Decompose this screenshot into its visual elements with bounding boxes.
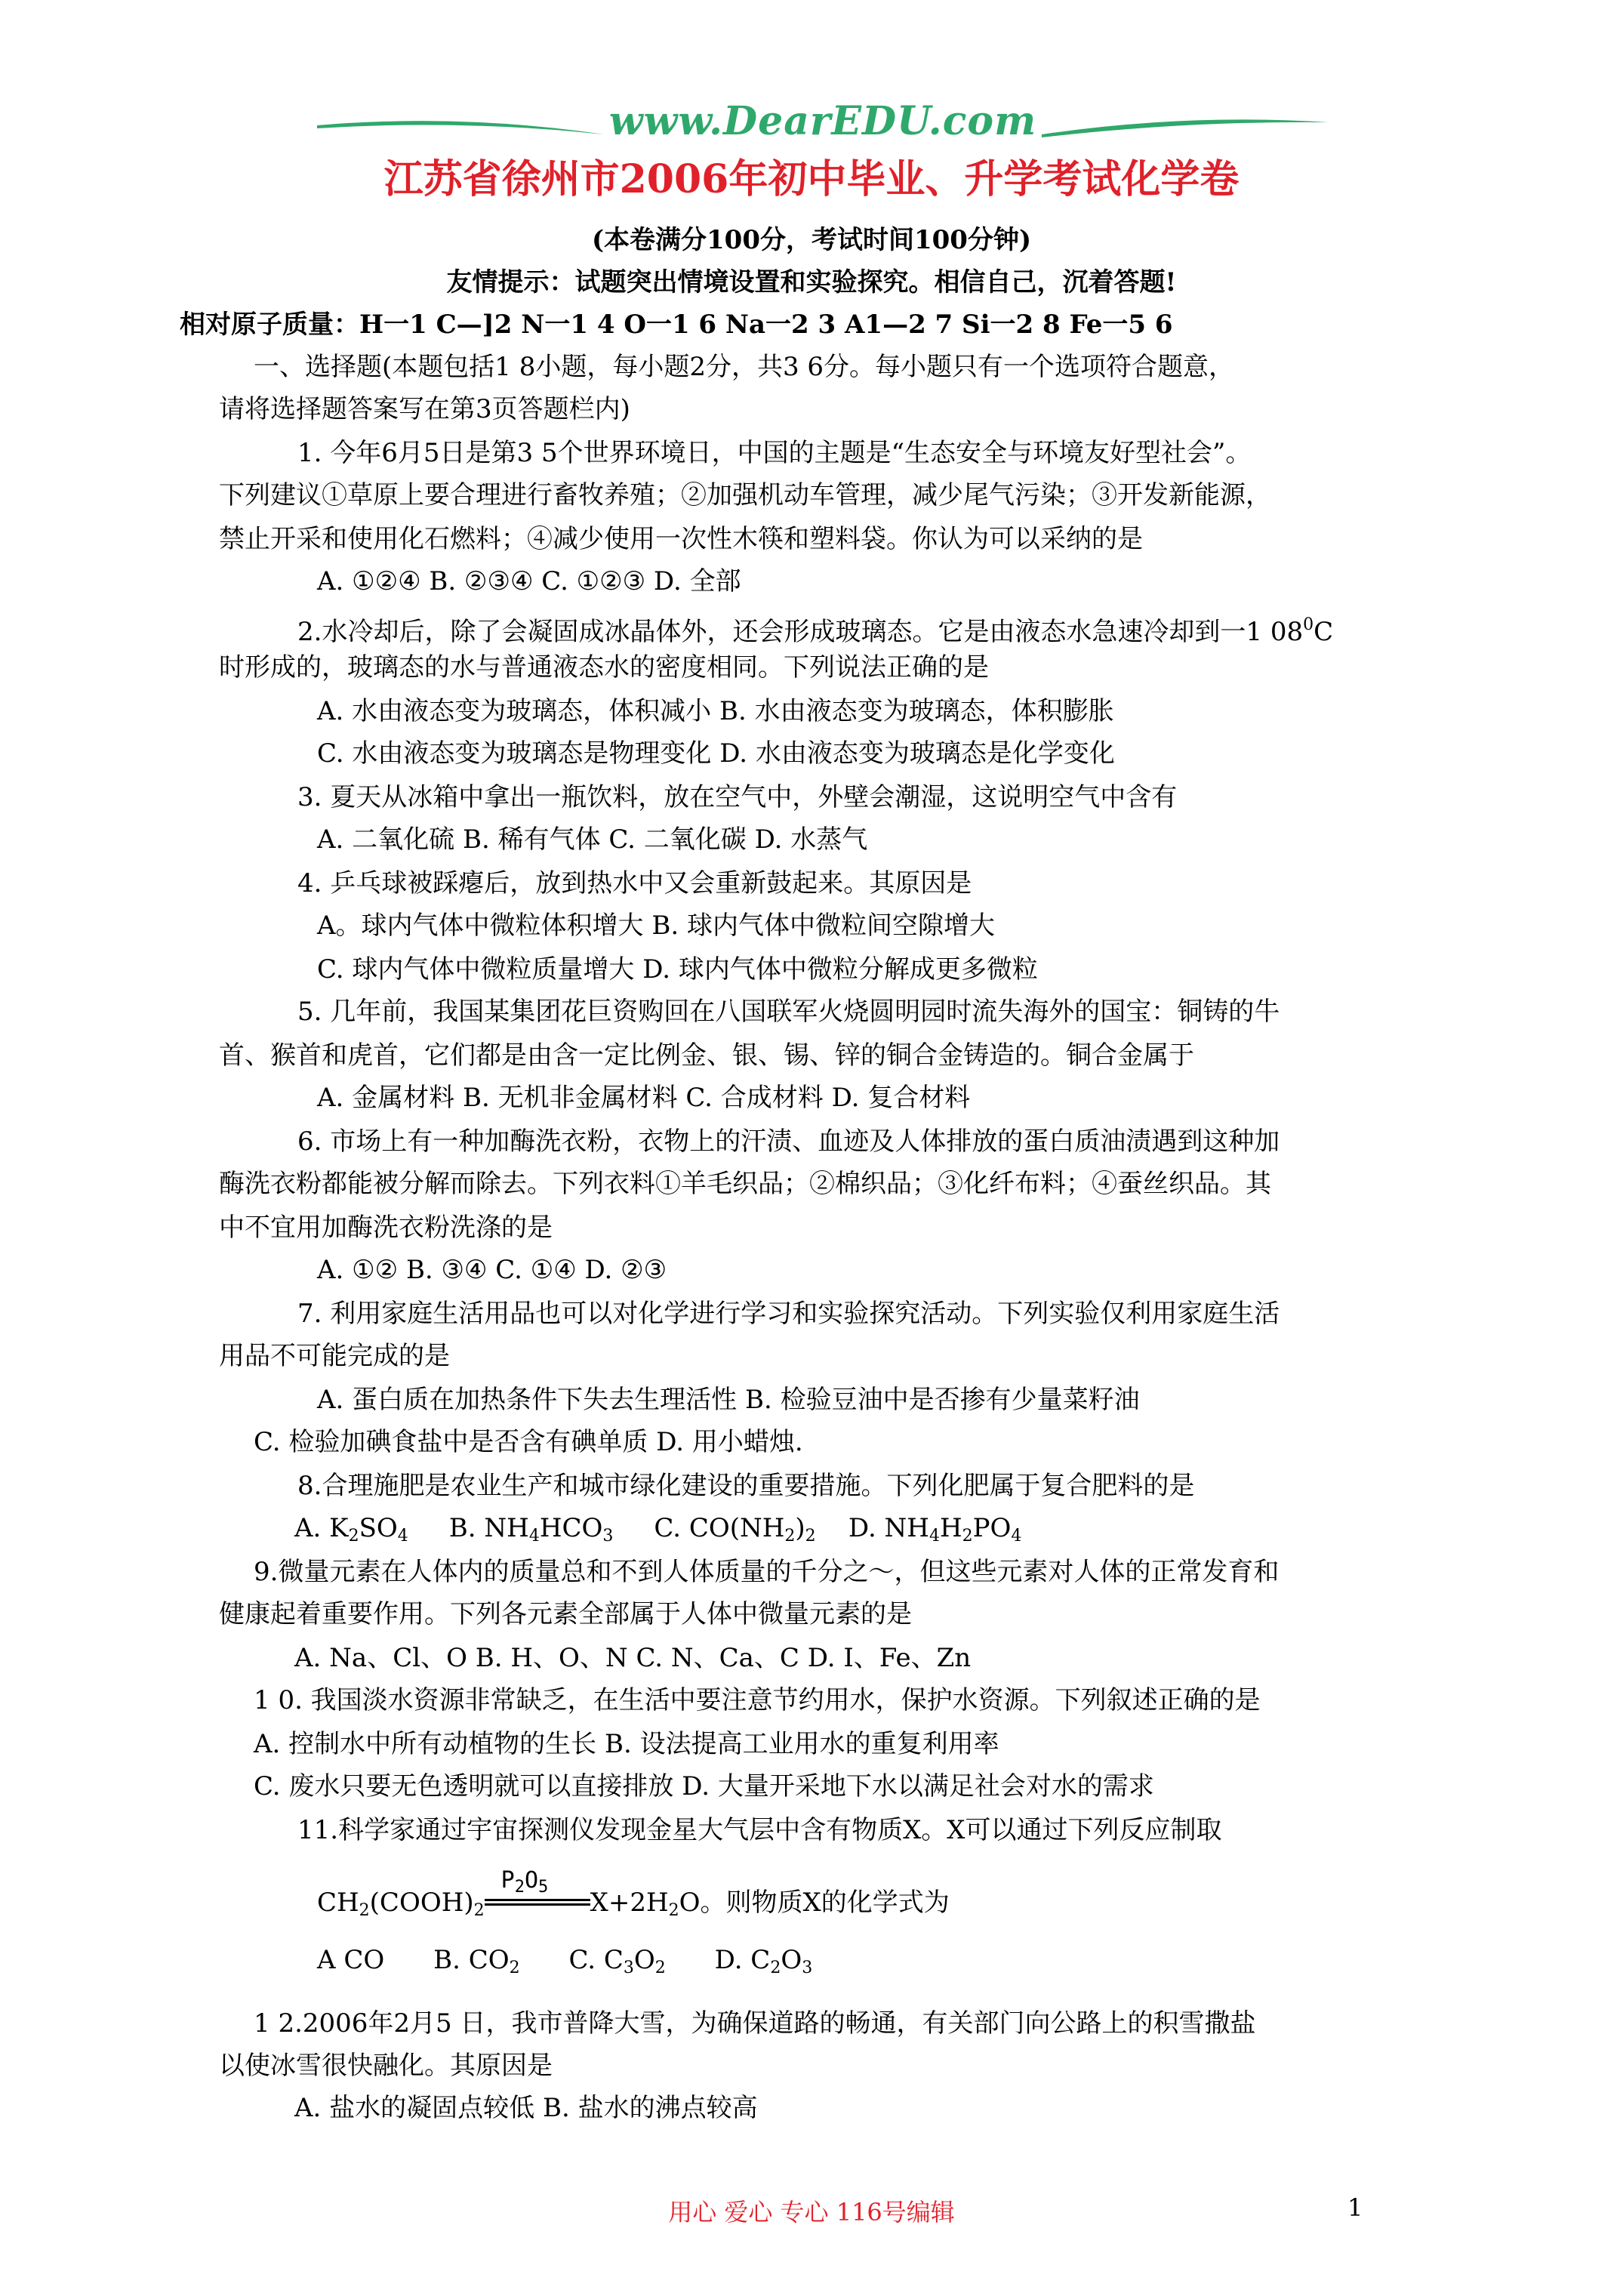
- q11-equation: $CH_2(COOH)_2$ $P_2O_5$ $X+2H_2O$。则物质X的化学式为: [317, 1867, 950, 1920]
- atomic-mass-line: 相对原子质量：H一1 C—]2 N一1 4 O一1 6 Na一2 3 A1—2 7 Si一2 8 Fe一5 6: [180, 310, 1173, 340]
- q9-options: A. Na、Cl、O B. H、O、N C. N、Ca、C D. I、Fe、Zn: [294, 1643, 972, 1673]
- q5-options: A. 金属材料 B. 无机非金属材料 C. 合成材料 D. 复合材料: [317, 1083, 971, 1113]
- q10-options-2: C. 废水只要无色透明就可以直接排放 D. 大量开采地下水以满足社会对水的需求: [254, 1771, 1154, 1801]
- q1-line-3: 禁止开采和使用化石燃料；④减少使用一次性木筷和塑料袋。你认为可以采纳的是: [219, 524, 1143, 554]
- q7-line-1: 7. 利用家庭生活用品也可以对化学进行学习和实验探究活动。下列实验仅利用家庭生活: [297, 1299, 1280, 1329]
- q3-line: 3. 夏天从冰箱中拿出一瓶饮料，放在空气中，外壁会潮湿，这说明空气中含有: [297, 782, 1178, 812]
- q8-line: 8.合理施肥是农业生产和城市绿化建设的重要措施。下列化肥属于复合肥料的是: [297, 1471, 1195, 1501]
- friendly-tip: 友情提示：试题突出情境设置和实验探究。相信自己，沉着答题!: [446, 267, 1177, 297]
- q7-options-1: A. 蛋白质在加热条件下失去生理活性 B. 检验豆油中是否掺有少量菜籽油: [317, 1385, 1140, 1415]
- q11-options: A CO B. $CO_2$ C. $C_3O_2$ D. $C_2O_3$: [317, 1945, 813, 1977]
- q7-options-2: C. 检验加碘食盐中是否含有碘单质 D. 用小蜡烛.: [254, 1427, 803, 1457]
- q6-options: A. ①② B. ③④ C. ①④ D. ②③: [317, 1255, 667, 1285]
- q11-line: 11.科学家通过宇宙探测仪发现金星大气层中含有物质X。X可以通过下列反应制取: [297, 1815, 1222, 1845]
- q2-line-2: 时形成的，玻璃态的水与普通液态水的密度相同。下列说法正确的是: [219, 652, 989, 683]
- q12-line-1: 1 2.2006年2月5 日，我市普降大雪，为确保道路的畅通，有关部门向公路上的积雪撒盐: [254, 2008, 1256, 2039]
- q1-line-2: 下列建议①草原上要合理进行畜牧养殖；②加强机动车管理，减少尾气污染；③开发新能源，: [219, 480, 1271, 510]
- reaction-arrow: [485, 1867, 590, 1915]
- q6-line-1: 6. 市场上有一种加酶洗衣粉，衣物上的汗渍、血迹及人体排放的蛋白质油渍遇到这种加: [297, 1126, 1280, 1157]
- q6-line-2: 酶洗衣粉都能被分解而除去。下列衣料①羊毛织品；②棉织品；③化纤布料；④蚕丝织品。其: [219, 1169, 1271, 1199]
- q4-options-2: C. 球内气体中微粒质量增大 D. 球内气体中微粒分解成更多微粒: [317, 954, 1038, 985]
- footer-text: 用心 爱心 专心 116号编辑: [668, 2198, 955, 2227]
- q6-line-3: 中不宜用加酶洗衣粉洗涤的是: [219, 1213, 553, 1243]
- q8-options: A. $K_2SO_4$ B. $NH_4HCO_3$ C. $CO(NH_2)_2$ D. $NH_4H_2PO_4$: [294, 1513, 1022, 1546]
- q10-line: 1 0. 我国淡水资源非常缺乏，在生活中要注意节约用水，保护水资源。下列叙述正确的是: [254, 1685, 1261, 1715]
- section-intro-1: 一、选择题(本题包括1 8小题，每小题2分，共3 6分。每小题只有一个选项符合题意，: [254, 352, 1235, 382]
- q12-options: A. 盐水的凝固点较低 B. 盐水的沸点较高: [294, 2093, 758, 2123]
- q4-line: 4. 乒乓球被踩瘪后，放到热水中又会重新鼓起来。其原因是: [297, 868, 972, 898]
- q5-line-1: 5. 几年前，我国某集团花巨资购回在八国联军火烧圆明园时流失海外的国宝：铜铸的牛: [297, 997, 1280, 1027]
- q3-options: A. 二氧化硫 B. 稀有气体 C. 二氧化碳 D. 水蒸气: [317, 824, 868, 855]
- q7-line-2: 用品不可能完成的是: [219, 1341, 450, 1371]
- section-intro-2: 请将选择题答案写在第3页答题栏内): [219, 394, 630, 424]
- q10-options-1: A. 控制水中所有动植物的生长 B. 设法提高工业用水的重复利用率: [254, 1729, 999, 1759]
- q2-options-2: C. 水由液态变为玻璃态是物理变化 D. 水由液态变为玻璃态是化学变化: [317, 738, 1115, 769]
- q4-options-1: A。球内气体中微粒体积增大 B. 球内气体中微粒间空隙增大: [317, 911, 995, 941]
- q2-options-1: A. 水由液态变为玻璃态，体积减小 B. 水由液态变为玻璃态，体积膨胀: [317, 696, 1114, 726]
- exam-subtitle: (本卷满分100分，考试时间100分钟): [591, 225, 1032, 255]
- q9-line-1: 9.微量元素在人体内的质量总和不到人体质量的千分之～，但这些元素对人体的正常发育和: [254, 1557, 1280, 1587]
- q12-line-2: 以使冰雪很快融化。其原因是: [219, 2051, 553, 2081]
- site-url: www.DearEDU.com: [608, 98, 1037, 144]
- q2-line-1: 2.水冷却后，除了会凝固成冰晶体外，还会形成玻璃态。它是由液态水急速冷却到一1 $08^0C$: [297, 615, 1334, 647]
- site-banner: [317, 91, 1329, 159]
- q1-options: A. ①②④ B. ②③④ C. ①②③ D. 全部: [317, 566, 741, 596]
- page-title: 江苏省徐州市2006年初中毕业、升学考试化学卷: [383, 156, 1240, 202]
- page-number: 1: [1347, 2193, 1363, 2222]
- right-swoosh-icon: [1042, 112, 1329, 142]
- q1-line-1: 1. 今年6月5日是第3 5个世界环境日，中国的主题是“生态安全与环境友好型社会”。: [297, 438, 1252, 468]
- q9-line-2: 健康起着重要作用。下列各元素全部属于人体中微量元素的是: [219, 1599, 912, 1629]
- q5-line-2: 首、猴首和虎首，它们都是由含一定比例金、银、锡、锌的铜合金铸造的。铜合金属于: [219, 1040, 1194, 1071]
- catalyst-label: $P_2O_5$: [500, 1867, 549, 1897]
